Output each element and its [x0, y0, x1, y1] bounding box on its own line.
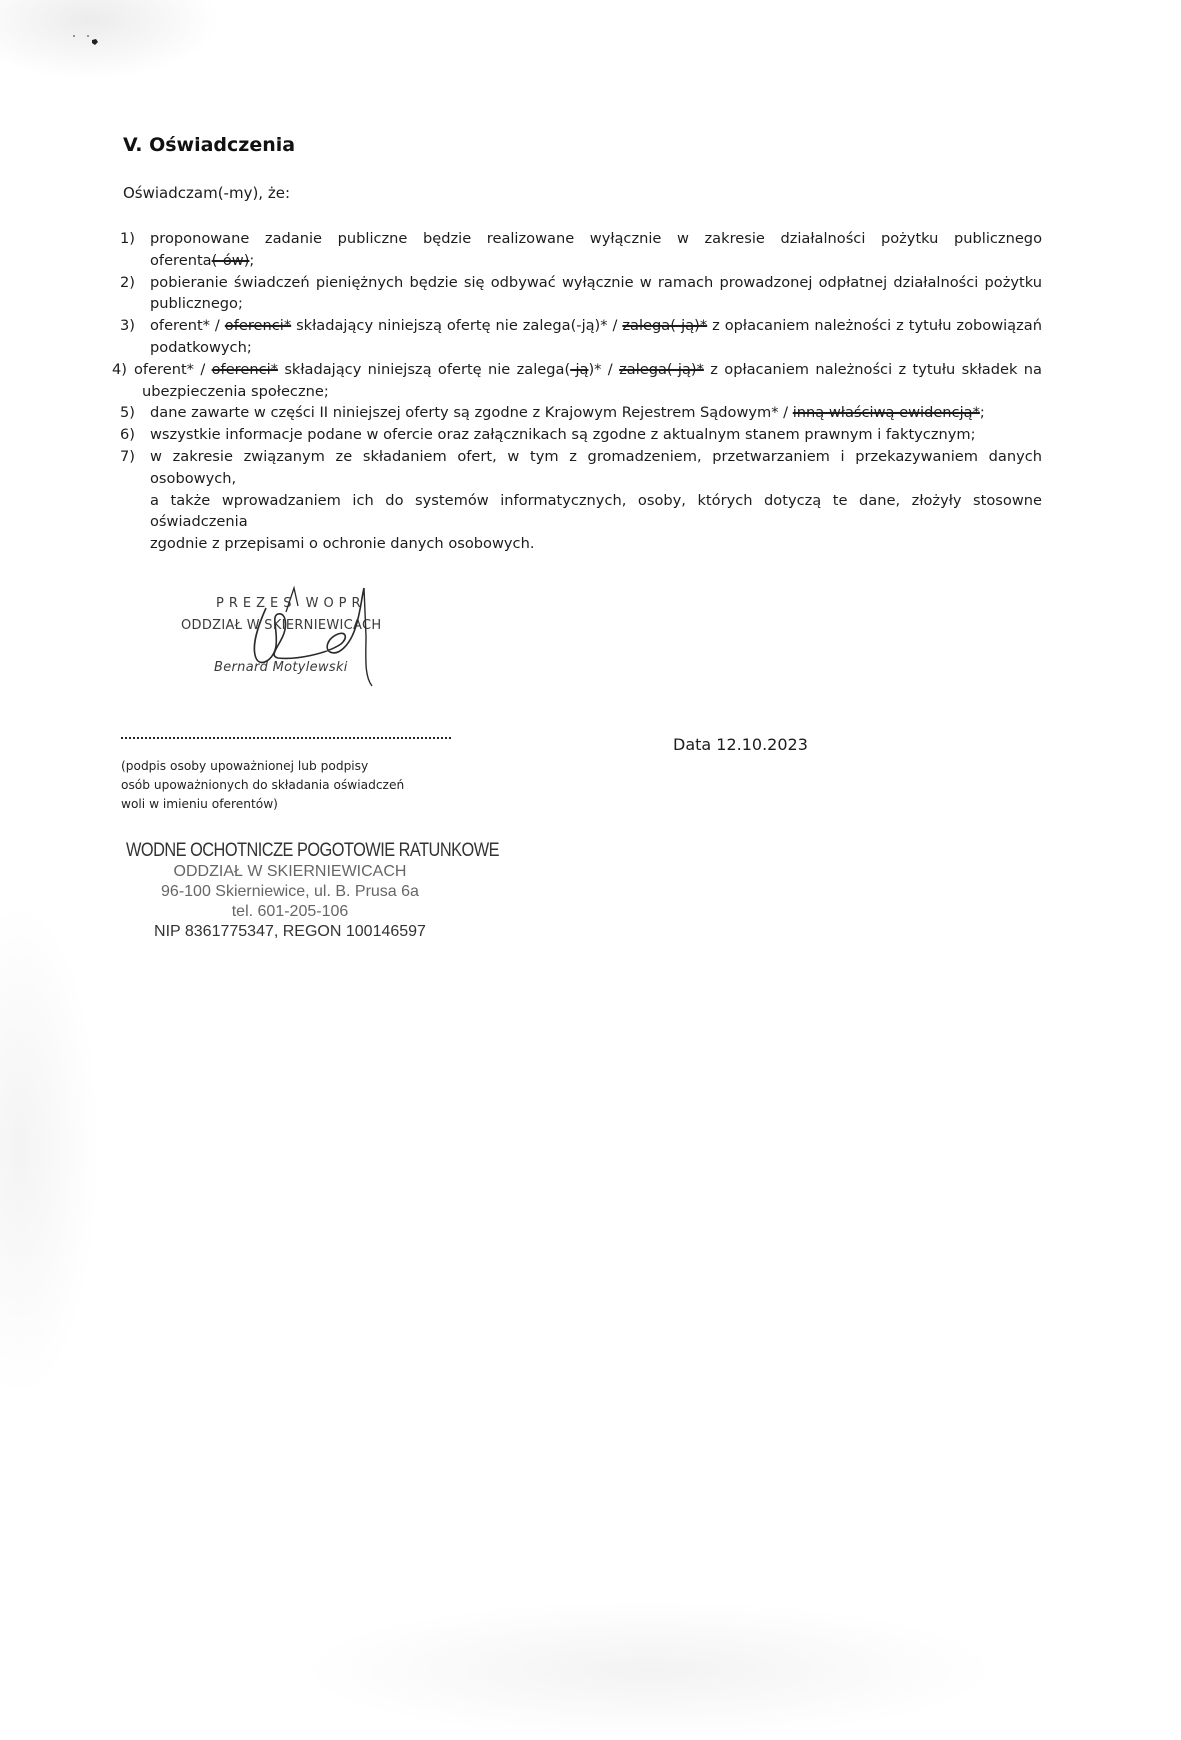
item-number: 6) [120, 426, 135, 444]
caption-line: woli w imieniu oferentów) [121, 797, 278, 811]
item-text-line: a także wprowadzaniem ich do systemów informatycznych, osoby, których dotyczą te dane, złożyły stosowne oświadczenia [150, 491, 1042, 531]
struck-text: (-ów) [211, 251, 250, 269]
struck-text: zalega(-ją)* [622, 317, 708, 335]
item-number: 3) [120, 317, 135, 335]
item-text-line: pobieranie świadczeń pieniężnych będzie się odbywać wyłącznie w ramach prowadzonej odpłatnej działalności pożytku [150, 273, 1042, 291]
stamp-person: Bernard Motylewski [214, 660, 348, 675]
item-number: 2) [120, 273, 135, 291]
item-text-line: zgodnie z przepisami o ochronie danych osobowych. [150, 535, 535, 553]
item-text-line: wszystkie informacje podane w ofercie oraz załącznikach są zgodne z aktualnym stanem prawnym i faktycznym; [150, 426, 976, 444]
item-number: 1) [120, 230, 135, 247]
scan-speck-icon [70, 30, 110, 60]
signature-caption [121, 757, 404, 814]
list-item [120, 315, 1042, 359]
list-item [112, 359, 1042, 403]
declarations-list [112, 228, 1042, 555]
list-item [120, 272, 1042, 316]
item-text-line: ubezpieczenia społeczne; [142, 382, 329, 400]
caption-line: osób upoważnionych do składania oświadczeń [121, 778, 405, 792]
document-date: Data 12.10.2023 [673, 735, 808, 754]
item-text-line: publicznego; [150, 295, 243, 313]
item-number: 5) [120, 404, 135, 422]
scan-shadow [0, 0, 220, 80]
scan-shadow [300, 1600, 1000, 1740]
org-branch: ODDZIAŁ W SKIERNIEWICACH [173, 863, 407, 880]
caption-line: (podpis osoby upoważnionej lub podpisy [121, 759, 369, 773]
struck-text: oferenci* [224, 317, 292, 335]
list-item [120, 446, 1042, 555]
item-text-line: w zakresie związanym ze składaniem ofert, w tym z gromadzeniem, przetwarzaniem i przekazywaniem danych osobowych, [150, 447, 1042, 487]
org-phone: tel. 601-205-106 [231, 903, 349, 920]
scan-shadow [0, 900, 100, 1400]
item-text-line: podatkowych; [150, 338, 252, 356]
stamp-branch: ODDZIAŁ W SKIERNIEWICACH [181, 618, 382, 633]
intro-text: Oświadczam(-my), że: [123, 184, 290, 202]
president-stamp [176, 588, 396, 688]
struck-text: -ją [570, 360, 589, 378]
item-text-line: oferenta(-ów); [150, 251, 255, 269]
org-name: WODNE OCHOTNICZE POGOTOWIE RATUNKOWE [126, 840, 499, 861]
org-ids: NIP 8361775347, REGON 100146597 [154, 923, 426, 940]
item-text-line: oferent* / oferenci* składający niniejszą ofertę nie zalega(-ją)* / zalega(-ją)* z opłacaniem należności z tytułu zobowiązań [150, 317, 1042, 335]
item-number: 4) [112, 360, 127, 378]
organization-stamp [120, 840, 499, 942]
item-number: 7) [120, 447, 135, 465]
org-address: 96-100 Skierniewice, ul. B. Prusa 6a [161, 883, 419, 900]
item-text-line: proponowane zadanie publiczne będzie realizowane wyłącznie w zakresie działalności pożytku publicznego [150, 230, 1042, 247]
item-text-line: oferent* / oferenci* składający niniejszą ofertę nie zalega(-ją)* / zalega(-ją)* z opłacaniem należności z tytułu składek na [134, 360, 1042, 378]
signature-line [121, 737, 451, 741]
struck-text: oferenci* [211, 360, 278, 378]
struck-text: zalega(-ją)* [619, 360, 704, 378]
stamp-title: PREZES WOPR [216, 596, 366, 611]
list-item [120, 402, 1042, 424]
struck-text: inną właściwą ewidencją* [792, 404, 980, 422]
item-text-line: dane zawarte w części II niniejszej oferty są zgodne z Krajowym Rejestrem Sądowym* / inną właściwą ewidencją*; [150, 404, 985, 422]
list-item [120, 424, 1042, 446]
handwritten-signature-icon [216, 586, 386, 691]
section-title: V. Oświadczenia [123, 134, 296, 156]
list-item [120, 228, 1042, 272]
